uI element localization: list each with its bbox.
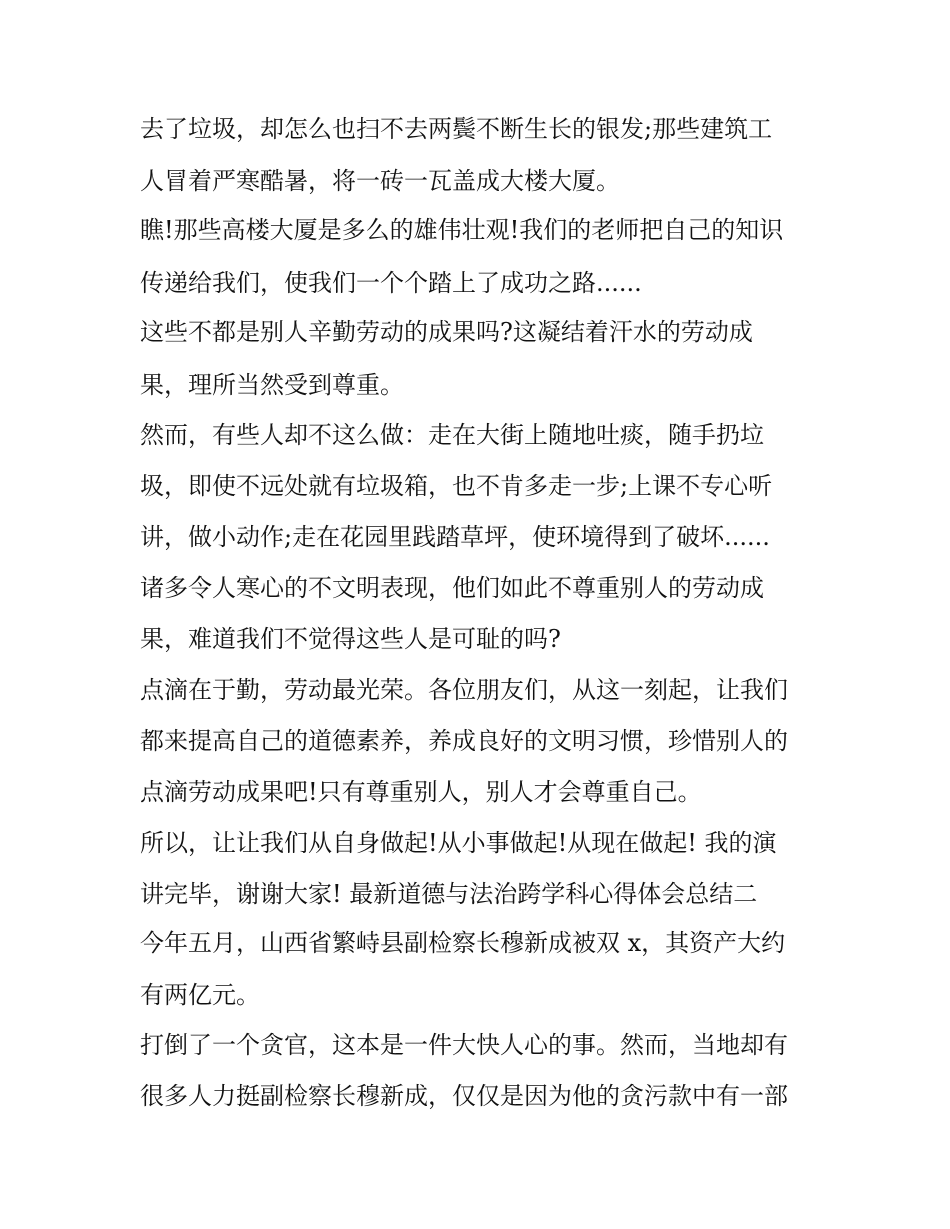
text-line: 讲完毕，谢谢大家! 最新道德与法治跨学科心得体会总结二 bbox=[140, 880, 758, 908]
text-line: 打倒了一个贪官，这本是一件大快人心的事。然而，当地却有 bbox=[140, 1031, 788, 1059]
text-line: 瞧!那些高楼大厦是多么的雄伟壮观!我们的老师把自己的知识 bbox=[140, 216, 784, 244]
text-line: 很多人力挺副检察长穆新成，仅仅是因为他的贪污款中有一部 bbox=[140, 1082, 788, 1110]
text-line: 有两亿元。 bbox=[140, 981, 260, 1009]
text-line: 果，难道我们不觉得这些人是可耻的吗? bbox=[140, 625, 561, 653]
text-line: 果，理所当然受到尊重。 bbox=[140, 371, 404, 399]
text-line: 点滴劳动成果吧!只有尊重别人，别人才会尊重自己。 bbox=[140, 778, 702, 806]
text-line: 诸多令人寒心的不文明表现，他们如此不尊重别人的劳动成 bbox=[140, 574, 764, 602]
text-line: 然而，有些人却不这么做：走在大街上随地吐痰，随手扔垃 bbox=[140, 421, 764, 449]
text-line: 这些不都是别人辛勤劳动的成果吗?这凝结着汗水的劳动成 bbox=[140, 318, 753, 346]
text-line: 人冒着严寒酷暑，将一砖一瓦盖成大楼大厦。 bbox=[140, 167, 620, 195]
text-line: 去了垃圾，却怎么也扫不去两鬓不断生长的银发;那些建筑工 bbox=[140, 115, 773, 143]
text-line: 今年五月，山西省繁峙县副检察长穆新成被双 x，其资产大约 bbox=[140, 929, 786, 957]
text-line: 点滴在于勤，劳动最光荣。各位朋友们，从这一刻起，让我们 bbox=[140, 676, 788, 704]
text-line: 圾，即使不远处就有垃圾箱，也不肯多走一步;上课不专心听 bbox=[140, 472, 773, 500]
text-line: 讲，做小动作;走在花园里践踏草坪，使环境得到了破坏...... bbox=[140, 523, 770, 551]
text-line: 都来提高自己的道德素养，养成良好的文明习惯，珍惜别人的 bbox=[140, 727, 788, 755]
text-line: 所以，让让我们从自身做起!从小事做起!从现在做起! 我的演 bbox=[140, 829, 777, 857]
text-line: 传递给我们，使我们一个个踏上了成功之路...... bbox=[140, 269, 642, 297]
